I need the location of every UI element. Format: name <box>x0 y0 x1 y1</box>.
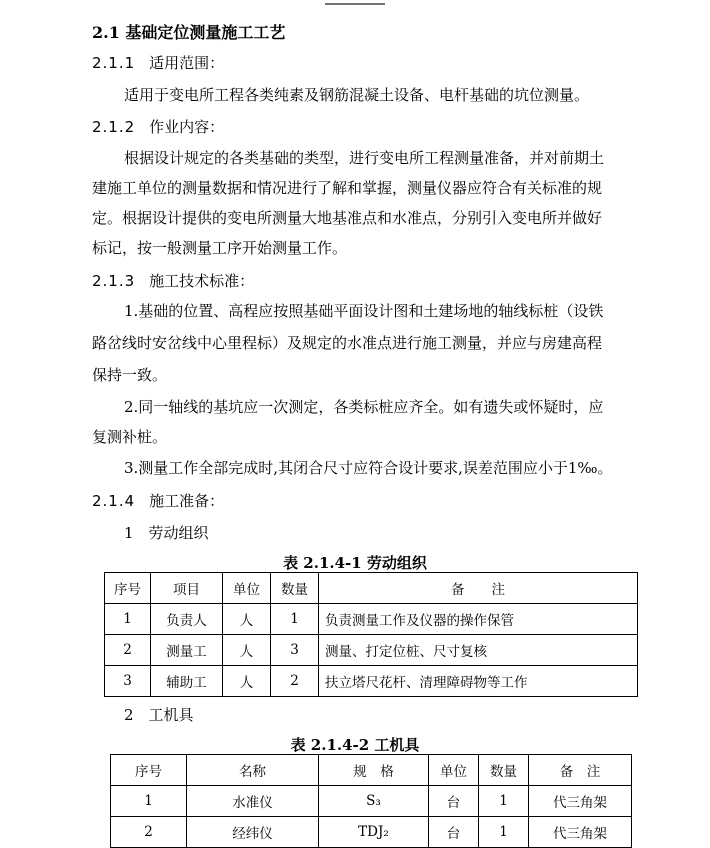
header-cell: 单位 <box>223 573 271 604</box>
table-header-row <box>105 573 638 604</box>
header-cell: 项目 <box>151 573 223 604</box>
table-cell: 负责测量工作及仪器的操作保管 <box>319 604 638 635</box>
table-row <box>105 666 638 697</box>
table-cell: 1 <box>111 786 187 817</box>
header-cell: 名称 <box>187 755 319 786</box>
table-cell: TDJ₂ <box>319 817 429 848</box>
list-item-labor: 1 劳动组织 <box>124 524 209 542</box>
labor-table <box>104 572 638 697</box>
table-cell: 1 <box>105 604 151 635</box>
table-2-caption: 表 2.1.4-2 工机具 <box>290 736 420 754</box>
table-cell: 人 <box>223 604 271 635</box>
standard-line: 2.同一轴线的基坑应一次测定，各类标桩应齐全。如有遗失或怀疑时，应 <box>124 398 604 416</box>
table-cell: 测量、打定位桩、尺寸复核 <box>319 635 638 666</box>
subsection-2-1-2-heading <box>92 116 224 137</box>
table-cell: 台 <box>429 817 479 848</box>
header-cell: 备 注 <box>319 573 638 604</box>
content-line: 标记，按一般测量工序开始测量工作。 <box>92 239 348 257</box>
table-cell: 经纬仪 <box>187 817 319 848</box>
table-cell: 人 <box>223 666 271 697</box>
table-1-caption: 表 2.1.4-1 劳动组织 <box>283 554 427 572</box>
table-cell: 1 <box>479 817 529 848</box>
standard-line: 路岔线时安岔线中心里程标）及规定的水准点进行施工测量，并应与房建高程 <box>92 334 603 352</box>
header-cell: 序号 <box>111 755 187 786</box>
header-cell: 规 格 <box>319 755 429 786</box>
table-cell: 台 <box>429 786 479 817</box>
table-cell: 2 <box>105 635 151 666</box>
subsection-number: 2.1.2 <box>92 118 136 136</box>
section-heading: 2.1 基础定位测量施工工艺 <box>92 23 286 42</box>
table-cell: 1 <box>479 786 529 817</box>
header-cell: 备 注 <box>529 755 632 786</box>
table-cell: 3 <box>271 635 319 666</box>
table-cell: 水准仪 <box>187 786 319 817</box>
content-line: 建施工单位的测量数据和情况进行了解和掌握，测量仪器应符合有关标准的规 <box>92 179 603 197</box>
scope-paragraph: 适用于变电所工程各类纯素及钢筋混凝土设备、电杆基础的坑位测量。 <box>124 86 590 104</box>
subsection-number: 2.1.4 <box>92 492 136 510</box>
content-line: 根据设计规定的各类基础的类型，进行变电所工程测量准备，并对前期土 <box>124 149 605 167</box>
standard-line: 3.测量工作全部完成时,其闭合尺寸应符合设计要求,误差范围应小于1‰。 <box>124 459 613 477</box>
standard-line: 1.基础的位置、高程应按照基础平面设计图和土建场地的轴线标桩（设铁 <box>124 302 604 320</box>
table-header-row <box>111 755 632 786</box>
subsection-title: 施工技术标准： <box>149 272 255 290</box>
subsection-number: 2.1.3 <box>92 272 136 290</box>
header-cell: 单位 <box>429 755 479 786</box>
table-cell: 负责人 <box>151 604 223 635</box>
header-cell: 数量 <box>271 573 319 604</box>
subsection-2-1-1-heading <box>92 52 224 73</box>
table-cell: 2 <box>271 666 319 697</box>
header-cell: 数量 <box>479 755 529 786</box>
previous-page-text-fragment <box>325 0 385 5</box>
standard-line: 复测补桩。 <box>92 428 168 446</box>
table-cell: 2 <box>111 817 187 848</box>
table-cell: 测量工 <box>151 635 223 666</box>
header-cell: 序号 <box>105 573 151 604</box>
content-line: 定。根据设计提供的变电所测量大地基准点和水准点，分别引入变电所并做好 <box>92 209 603 227</box>
table-cell: 1 <box>271 604 319 635</box>
subsection-number: 2.1.1 <box>92 54 136 72</box>
table-cell: 扶立塔尺花杆、清理障碍物等工作 <box>319 666 638 697</box>
table-cell: 3 <box>105 666 151 697</box>
subsection-2-1-4-heading <box>92 490 224 511</box>
table-cell: 代三角架 <box>529 786 632 817</box>
table-row <box>105 604 638 635</box>
table-cell: S₃ <box>319 786 429 817</box>
list-item-tools: 2 工机具 <box>124 706 194 724</box>
table-row <box>111 786 632 817</box>
table-row <box>105 635 638 666</box>
table-cell: 辅助工 <box>151 666 223 697</box>
tools-table <box>110 754 632 848</box>
subsection-title: 适用范围： <box>149 54 225 72</box>
table-row <box>111 817 632 848</box>
subsection-2-1-3-heading <box>92 270 254 291</box>
table-cell: 人 <box>223 635 271 666</box>
table-cell: 代三角架 <box>529 817 632 848</box>
standard-line: 保持一致。 <box>92 366 168 384</box>
subsection-title: 施工准备： <box>149 492 225 510</box>
subsection-title: 作业内容： <box>149 118 225 136</box>
